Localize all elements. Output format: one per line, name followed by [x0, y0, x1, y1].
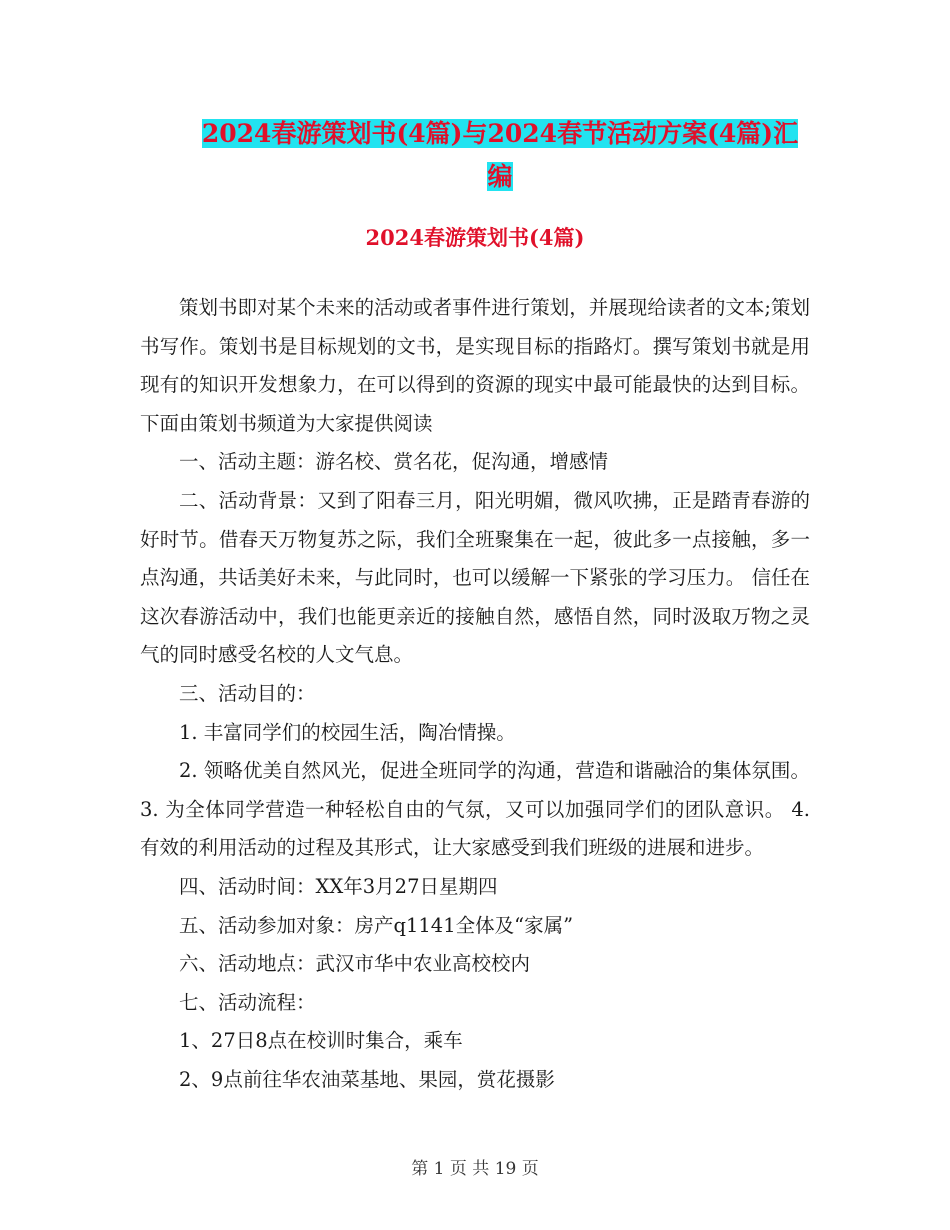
paragraph-process-2: 2、9点前往华农油菜基地、果园，赏花摄影 — [179, 1067, 555, 1091]
document-body — [140, 289, 810, 1099]
paragraph-process-heading: 七、活动流程： — [179, 990, 316, 1014]
paragraph-time: 四、活动时间：XX年3月27日星期四 — [179, 874, 498, 898]
paragraph-intro: 策划书即对某个未来的活动或者事件进行策划，并展现给读者的文本;策划书写作。策划书是目标规划的文书，是实现目标的指路灯。撰写策划书就是用现有的知识开发想象力，在可以得到的资源的现实中最可能最快的达到目标。下面由策划书频道为大家提供阅读 — [140, 296, 810, 435]
paragraph-location: 六、活动地点：武汉市华中农业高校校内 — [179, 952, 531, 976]
paragraph-process-1: 1、27日8点在校训时集合，乘车 — [179, 1029, 463, 1053]
paragraph-background: 二、活动背景：又到了阳春三月，阳光明媚，微风吹拂，正是踏青春游的好时节。借春天万物复苏之际，我们全班聚集在一起，彼此多一点接触，多一点沟通，共话美好未来，与此同时，也可以缓解一下紧张的学习压力。 信任在这次春游活动中，我们也能更亲近的接触自然，感悟自然，同时汲取万物之灵气的同时感受名校的人文气息。 — [140, 488, 810, 667]
page-footer: 第 1 页 共 19 页 — [411, 1159, 539, 1179]
paragraph-purpose-heading: 三、活动目的： — [179, 681, 316, 705]
paragraph-theme: 一、活动主题：游名校、赏名花，促沟通，增感情 — [179, 450, 609, 474]
paragraph-purpose-1: 1. 丰富同学们的校园生活，陶冶情操。 — [179, 720, 516, 744]
section-title: 2024春游策划书(4篇) — [365, 225, 585, 250]
document-title — [190, 112, 810, 198]
paragraph-purpose-2-4: 2. 领略优美自然风光，促进全班同学的沟通，营造和谐融洽的集体氛围。 3. 为全体同学营造一种轻松自由的气氛，又可以加强同学们的团队意识。 4. 有效的利用活动的过程及其形式，让大家感受到我们班级的进展和进步。 — [140, 759, 810, 860]
document-title-text: 2024春游策划书(4篇)与2024春节活动方案(4篇)汇编 — [201, 119, 799, 191]
paragraph-participants: 五、活动参加对象：房产q1141全体及“家属” — [179, 913, 574, 937]
